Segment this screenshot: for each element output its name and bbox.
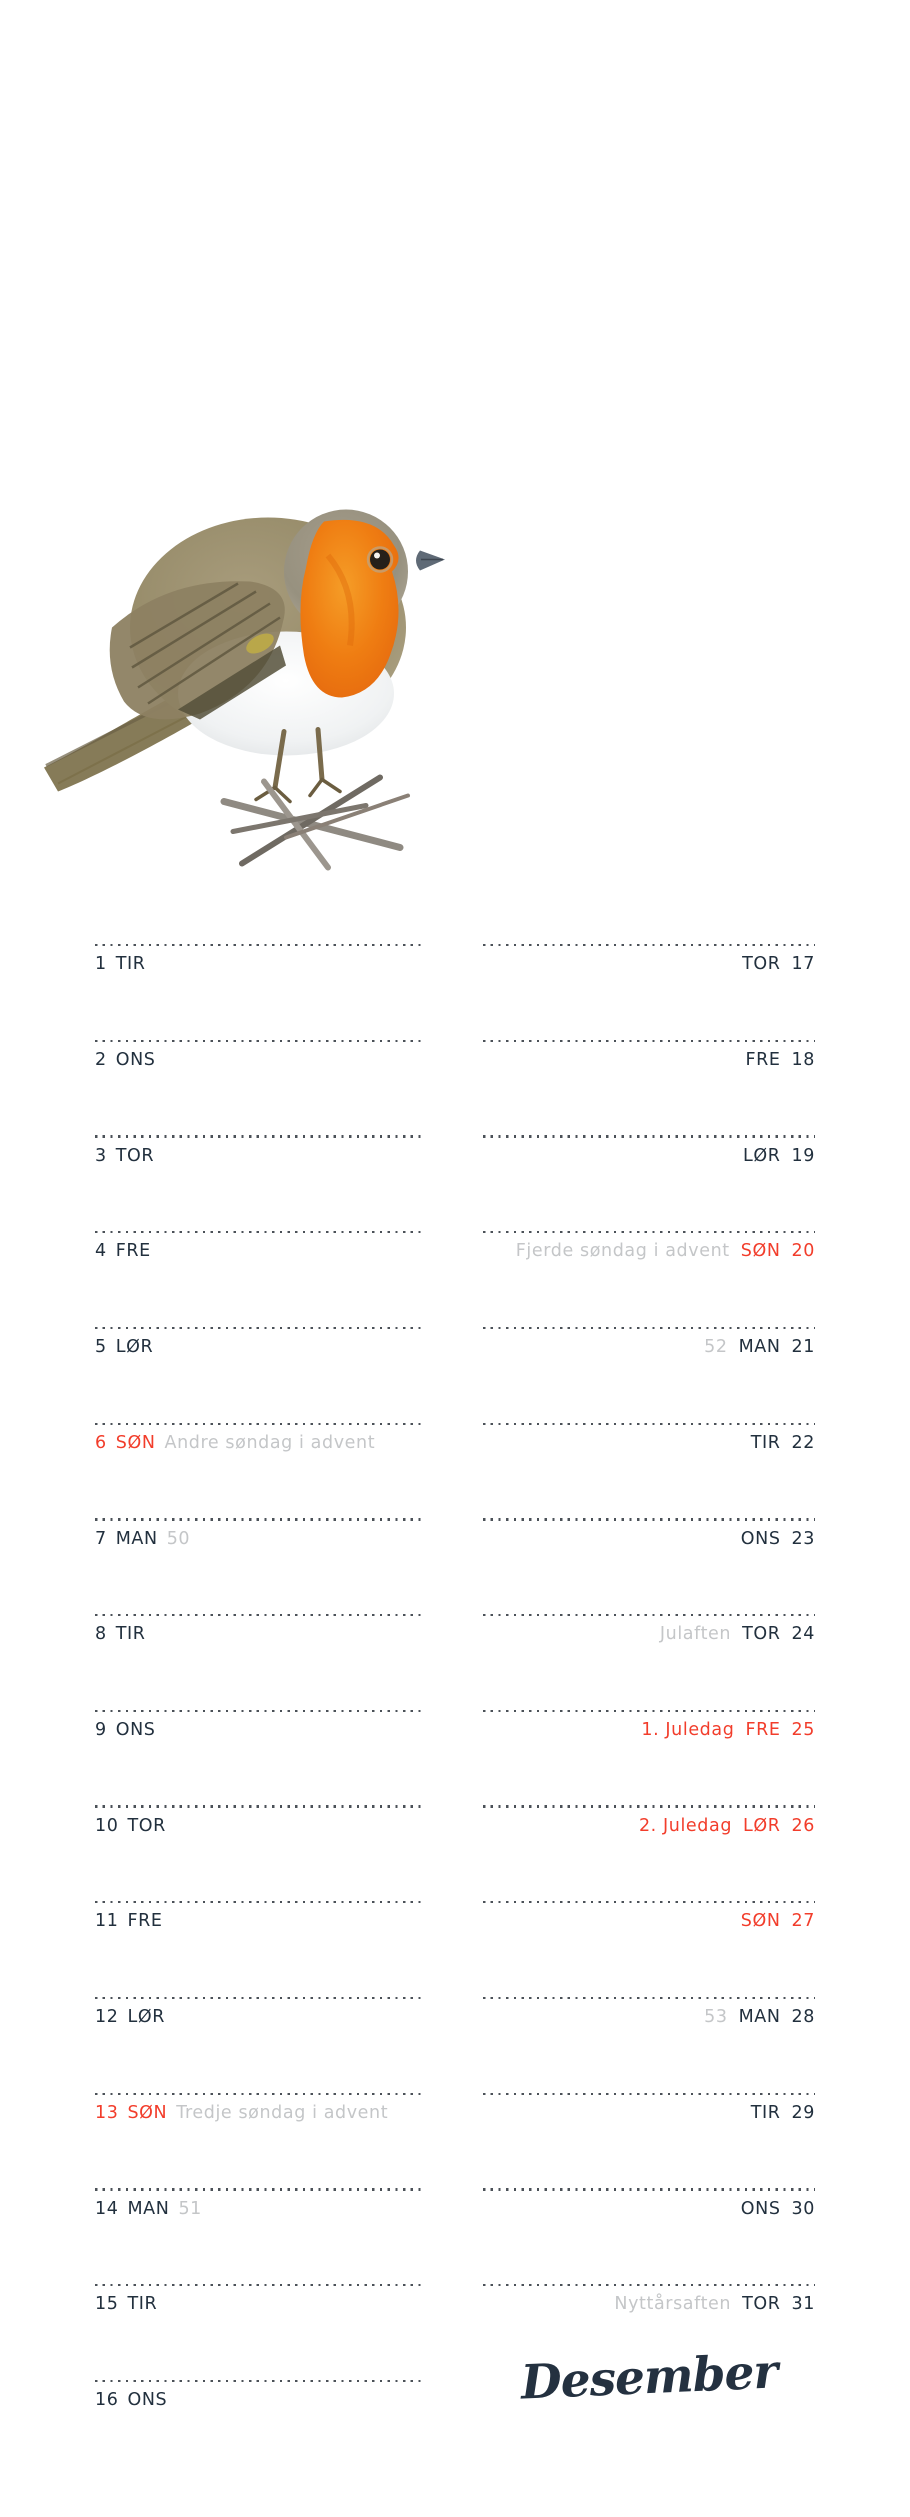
day-name: FRE <box>745 1050 781 1071</box>
day-name: FRE <box>745 1720 781 1741</box>
day-number: 17 <box>791 954 815 975</box>
day-number: 31 <box>791 2294 815 2315</box>
dotted-separator <box>95 2284 425 2286</box>
day-number: 11 <box>95 1911 119 1932</box>
dotted-separator <box>95 2380 425 2382</box>
day-name: ONS <box>115 1050 156 1071</box>
day-number: 4 <box>95 1241 107 1262</box>
day-note: Julaften <box>659 1624 732 1645</box>
dotted-separator <box>95 2093 425 2095</box>
calendar-day-row <box>95 1614 425 1710</box>
day-name: TOR <box>742 954 781 975</box>
dotted-separator <box>95 1040 425 1042</box>
day-name: SØN <box>740 1911 781 1932</box>
day-name: TOR <box>115 1145 155 1166</box>
dotted-separator <box>483 1135 815 1137</box>
day-name: TIR <box>127 2294 158 2315</box>
day-name: TIR <box>750 2102 781 2123</box>
day-number: 9 <box>95 1720 107 1741</box>
dotted-separator <box>483 1518 815 1520</box>
dotted-separator <box>95 944 425 946</box>
day-name: MAN <box>115 1528 158 1549</box>
day-name: SØN <box>740 1241 781 1262</box>
dotted-separator <box>95 2188 425 2190</box>
day-name: ONS <box>740 2198 781 2219</box>
robin-bird-svg <box>28 494 448 872</box>
day-number: 13 <box>95 2102 119 2123</box>
day-note: 1. Juledag <box>641 1720 735 1741</box>
day-name: TIR <box>750 1432 781 1453</box>
day-name: ONS <box>127 2390 168 2411</box>
day-number: 18 <box>791 1050 815 1071</box>
dotted-separator <box>95 1805 425 1807</box>
day-number: 27 <box>791 1911 815 1932</box>
day-number: 6 <box>95 1432 107 1453</box>
calendar-day-row <box>95 1518 425 1614</box>
day-name: TIR <box>115 1624 146 1645</box>
day-note: Tredje søndag i advent <box>176 2102 389 2123</box>
dotted-separator <box>95 1135 425 1137</box>
dotted-separator <box>95 1997 425 1999</box>
dotted-separator <box>483 1997 815 1999</box>
calendar-day-row <box>483 1710 815 1806</box>
day-number: 28 <box>791 2007 815 2028</box>
dotted-separator <box>95 1423 425 1425</box>
dotted-separator <box>483 1614 815 1616</box>
day-number: 16 <box>95 2390 119 2411</box>
day-name: LØR <box>743 1815 781 1836</box>
calendar-day-row <box>95 1997 425 2093</box>
day-number: 2 <box>95 1050 107 1071</box>
day-number: 8 <box>95 1624 107 1645</box>
day-number: 7 <box>95 1528 107 1549</box>
day-name: LØR <box>127 2007 165 2028</box>
calendar-day-row <box>95 1040 425 1136</box>
day-number: 12 <box>95 2007 119 2028</box>
calendar-day-row <box>95 2188 425 2284</box>
week-number: 52 <box>704 1337 728 1358</box>
day-name: SØN <box>115 1432 156 1453</box>
day-number: 10 <box>95 1815 119 1836</box>
calendar-day-row <box>483 1423 815 1519</box>
calendar-day-row <box>95 944 425 1040</box>
day-name: MAN <box>738 1337 781 1358</box>
day-number: 5 <box>95 1337 107 1358</box>
day-name: TOR <box>742 1624 781 1645</box>
calendar-day-row <box>95 1423 425 1519</box>
day-name: SØN <box>127 2102 168 2123</box>
day-number: 25 <box>791 1720 815 1741</box>
day-number: 30 <box>791 2198 815 2219</box>
day-name: ONS <box>115 1720 156 1741</box>
dotted-separator <box>483 944 815 946</box>
dotted-separator <box>483 2093 815 2095</box>
calendar-day-row <box>95 1327 425 1423</box>
dotted-separator <box>95 1901 425 1903</box>
calendar-day-row <box>95 2380 425 2476</box>
calendar-day-row <box>483 2188 815 2284</box>
month-title: Desember <box>519 2344 779 2411</box>
day-name: LØR <box>743 1145 781 1166</box>
calendar-day-row <box>483 1805 815 1901</box>
day-note: Nyttårsaften <box>614 2294 732 2315</box>
calendar-day-row <box>483 2093 815 2189</box>
day-name: TOR <box>742 2294 781 2315</box>
dotted-separator <box>95 1518 425 1520</box>
calendar-day-row <box>95 1710 425 1806</box>
day-name: FRE <box>115 1241 151 1262</box>
week-number: 53 <box>704 2007 728 2028</box>
day-name: TOR <box>127 1815 166 1836</box>
calendar-day-row <box>483 1614 815 1710</box>
calendar-day-row <box>95 1901 425 1997</box>
week-number: 50 <box>166 1528 191 1549</box>
day-number: 20 <box>791 1241 815 1262</box>
week-number: 51 <box>178 2198 202 2219</box>
calendar-right-column <box>483 944 815 2380</box>
calendar-day-row <box>95 2284 425 2380</box>
day-number: 24 <box>791 1624 815 1645</box>
dotted-separator <box>483 1231 815 1233</box>
day-note: Andre søndag i advent <box>164 1432 376 1453</box>
day-name: TIR <box>115 954 146 975</box>
calendar-day-row <box>483 1997 815 2093</box>
dotted-separator <box>95 1231 425 1233</box>
dotted-separator <box>95 1614 425 1616</box>
day-name: ONS <box>740 1528 781 1549</box>
calendar-day-row <box>483 944 815 1040</box>
dotted-separator <box>483 1423 815 1425</box>
day-name: MAN <box>127 2198 170 2219</box>
day-name: LØR <box>115 1337 154 1358</box>
day-number: 14 <box>95 2198 119 2219</box>
day-number: 1 <box>95 954 107 975</box>
calendar-day-row <box>95 2093 425 2189</box>
dotted-separator <box>483 2188 815 2190</box>
calendar-day-row <box>483 1901 815 1997</box>
day-number: 19 <box>791 1145 815 1166</box>
calendar-day-row <box>483 1327 815 1423</box>
day-number: 26 <box>791 1815 815 1836</box>
day-number: 15 <box>95 2294 119 2315</box>
day-note: Fjerde søndag i advent <box>515 1241 730 1262</box>
dotted-separator <box>483 1327 815 1329</box>
calendar-left-column <box>95 944 425 2476</box>
calendar-day-row <box>95 1231 425 1327</box>
dotted-separator <box>483 1710 815 1712</box>
calendar-day-row <box>483 1040 815 1136</box>
dotted-separator <box>483 1805 815 1807</box>
calendar-day-row <box>483 1518 815 1614</box>
day-name: MAN <box>738 2007 781 2028</box>
calendar-day-row <box>483 1231 815 1327</box>
dotted-separator <box>95 1327 425 1329</box>
day-number: 22 <box>791 1432 815 1453</box>
calendar-day-row <box>483 1135 815 1231</box>
day-number: 23 <box>791 1528 815 1549</box>
dotted-separator <box>483 1040 815 1042</box>
day-number: 3 <box>95 1145 107 1166</box>
dotted-separator <box>483 2284 815 2286</box>
day-note: 2. Juledag <box>638 1815 733 1836</box>
dotted-separator <box>483 1901 815 1903</box>
day-number: 29 <box>791 2102 815 2123</box>
calendar-day-row <box>95 1805 425 1901</box>
calendar-day-row <box>95 1135 425 1231</box>
robin-bird-illustration <box>28 494 448 872</box>
day-name: FRE <box>127 1911 163 1932</box>
dotted-separator <box>95 1710 425 1712</box>
day-number: 21 <box>791 1337 815 1358</box>
